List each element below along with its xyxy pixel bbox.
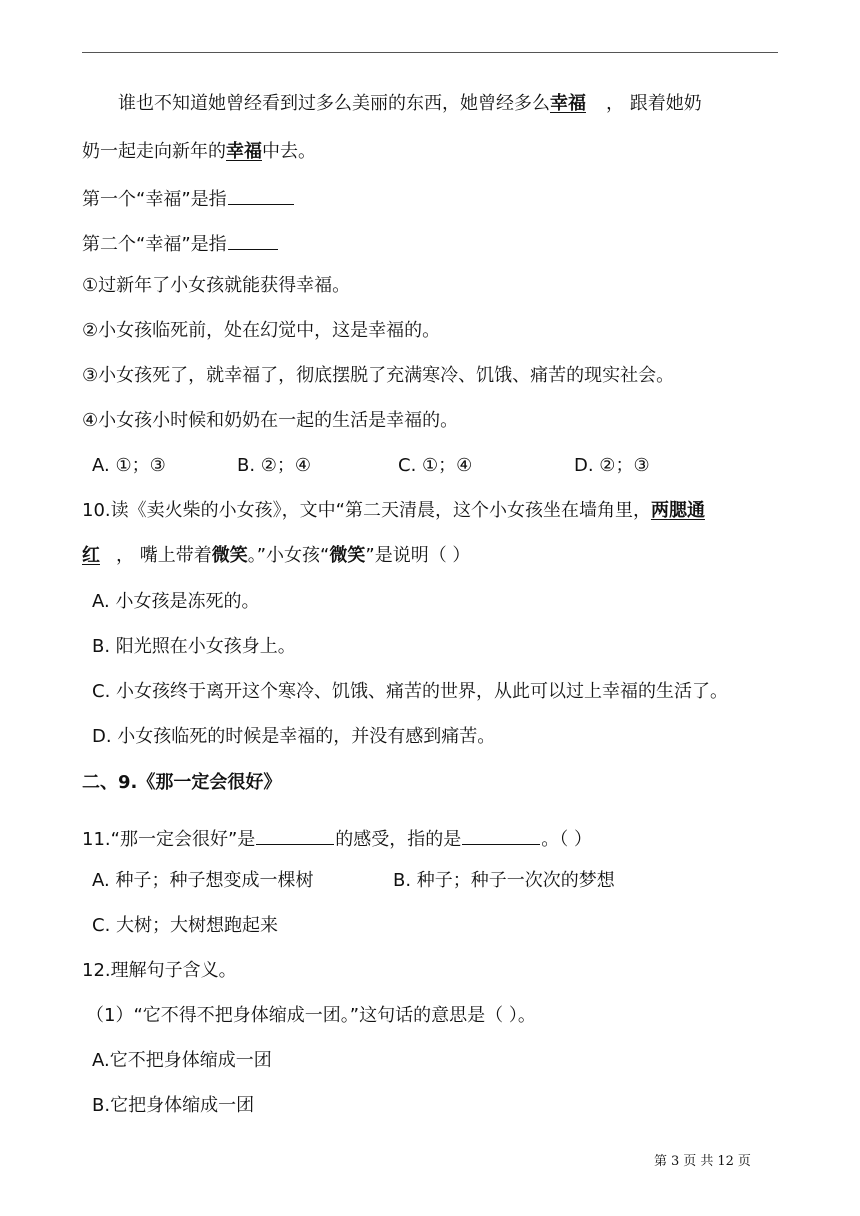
q11-question <box>82 824 592 852</box>
q10-text: 10.读《卖火柴的小女孩》，文中“第二天清晨，这个小女孩坐在墙角里， <box>82 500 651 521</box>
footer-text: 页 <box>737 1154 751 1169</box>
q9-passage-line2 <box>82 140 316 164</box>
q9-first-label: 第一个“幸福”是指 <box>82 189 227 210</box>
answer-blank[interactable] <box>462 824 540 845</box>
q9-passage-text: 谁也不知道她曾经看到过多么美丽的东西，她曾经多么 <box>118 93 550 114</box>
q11-text: 。（ ） <box>541 829 593 850</box>
q9-passage-line1 <box>118 92 702 116</box>
q11-text: 的感受，指的是 <box>335 829 462 850</box>
q9-option-c[interactable]: C. ①；④ <box>398 455 473 476</box>
page-number: 3 <box>671 1154 680 1169</box>
footer-text: 共 <box>700 1154 714 1169</box>
q9-second-xingfu <box>82 229 279 257</box>
keyword-xingfu-2: 幸福 <box>226 141 262 162</box>
footer-text: 页 <box>683 1154 697 1169</box>
answer-blank[interactable] <box>228 184 294 205</box>
q9-statement-2: ②小女孩临死前，处在幻觉中，这是幸福的。 <box>82 320 441 341</box>
q9-second-label: 第二个“幸福”是指 <box>82 234 227 255</box>
q9-statement-4: ④小女孩小时候和奶奶在一起的生活是幸福的。 <box>82 410 459 431</box>
q9-statement-1: ①过新年了小女孩就能获得幸福。 <box>82 275 351 296</box>
q11-option-a[interactable]: A. 种子；种子想变成一棵树 <box>92 870 314 891</box>
q10-option-d[interactable]: D. 小女孩临死的时候是幸福的，并没有感到痛苦。 <box>92 726 496 747</box>
keyword-xingfu-1: 幸福 <box>550 93 586 114</box>
q12-option-b[interactable]: B.它把身体缩成一团 <box>92 1095 255 1116</box>
q10-keyword: 红 <box>82 545 100 566</box>
page-footer <box>654 1150 755 1169</box>
q10-keyword-smile: 微笑 <box>211 545 248 566</box>
q12-option-a[interactable]: A.它不把身体缩成一团 <box>92 1050 272 1071</box>
header-rule <box>82 52 778 53</box>
q9-option-a[interactable]: A. ①；③ <box>92 455 166 476</box>
q11-option-b[interactable]: B. 种子；种子一次次的梦想 <box>393 870 615 891</box>
q10-keyword: 两腮通 <box>650 500 705 521</box>
q10-option-c[interactable]: C. 小女孩终于离开这个寒冷、饥饿、痛苦的世界，从此可以过上幸福的生活了。 <box>92 681 729 702</box>
q9-passage-text: 奶一起走向新年的 <box>82 141 226 162</box>
q9-passage-text: 中去。 <box>262 141 316 162</box>
q10-keyword-smile: 微笑 <box>329 545 366 566</box>
footer-text: 第 <box>654 1154 668 1169</box>
q12-subquestion-1: （1）“它不得不把身体缩成一团。”这句话的意思是（ ）。 <box>86 1005 536 1026</box>
q10-text: ， 嘴上带着 <box>116 545 212 566</box>
total-pages: 12 <box>717 1154 734 1169</box>
q10-question-line1 <box>82 499 705 523</box>
q9-first-xingfu <box>82 184 295 212</box>
q10-text: 。”小女孩“ <box>247 545 330 566</box>
q11-option-c[interactable]: C. 大树；大树想跑起来 <box>92 915 279 936</box>
q9-option-b[interactable]: B. ②；④ <box>237 455 312 476</box>
answer-blank[interactable] <box>228 229 278 250</box>
q12-title: 12.理解句子含义。 <box>82 960 237 981</box>
answer-blank[interactable] <box>256 824 334 845</box>
q10-text: ”是说明（ ） <box>365 545 471 566</box>
q10-question-line2 <box>82 544 470 568</box>
q11-text: 11.“那一定会很好”是 <box>82 829 256 850</box>
q10-option-a[interactable]: A. 小女孩是冻死的。 <box>92 591 260 612</box>
section-title: 二、9.《那一定会很好》 <box>82 772 282 793</box>
q9-passage-text: ， 跟着她奶 <box>606 93 702 114</box>
q9-option-d[interactable]: D. ②；③ <box>574 455 650 476</box>
q10-option-b[interactable]: B. 阳光照在小女孩身上。 <box>92 636 296 657</box>
q9-statement-3: ③小女孩死了，就幸福了，彻底摆脱了充满寒冷、饥饿、痛苦的现实社会。 <box>82 365 675 386</box>
